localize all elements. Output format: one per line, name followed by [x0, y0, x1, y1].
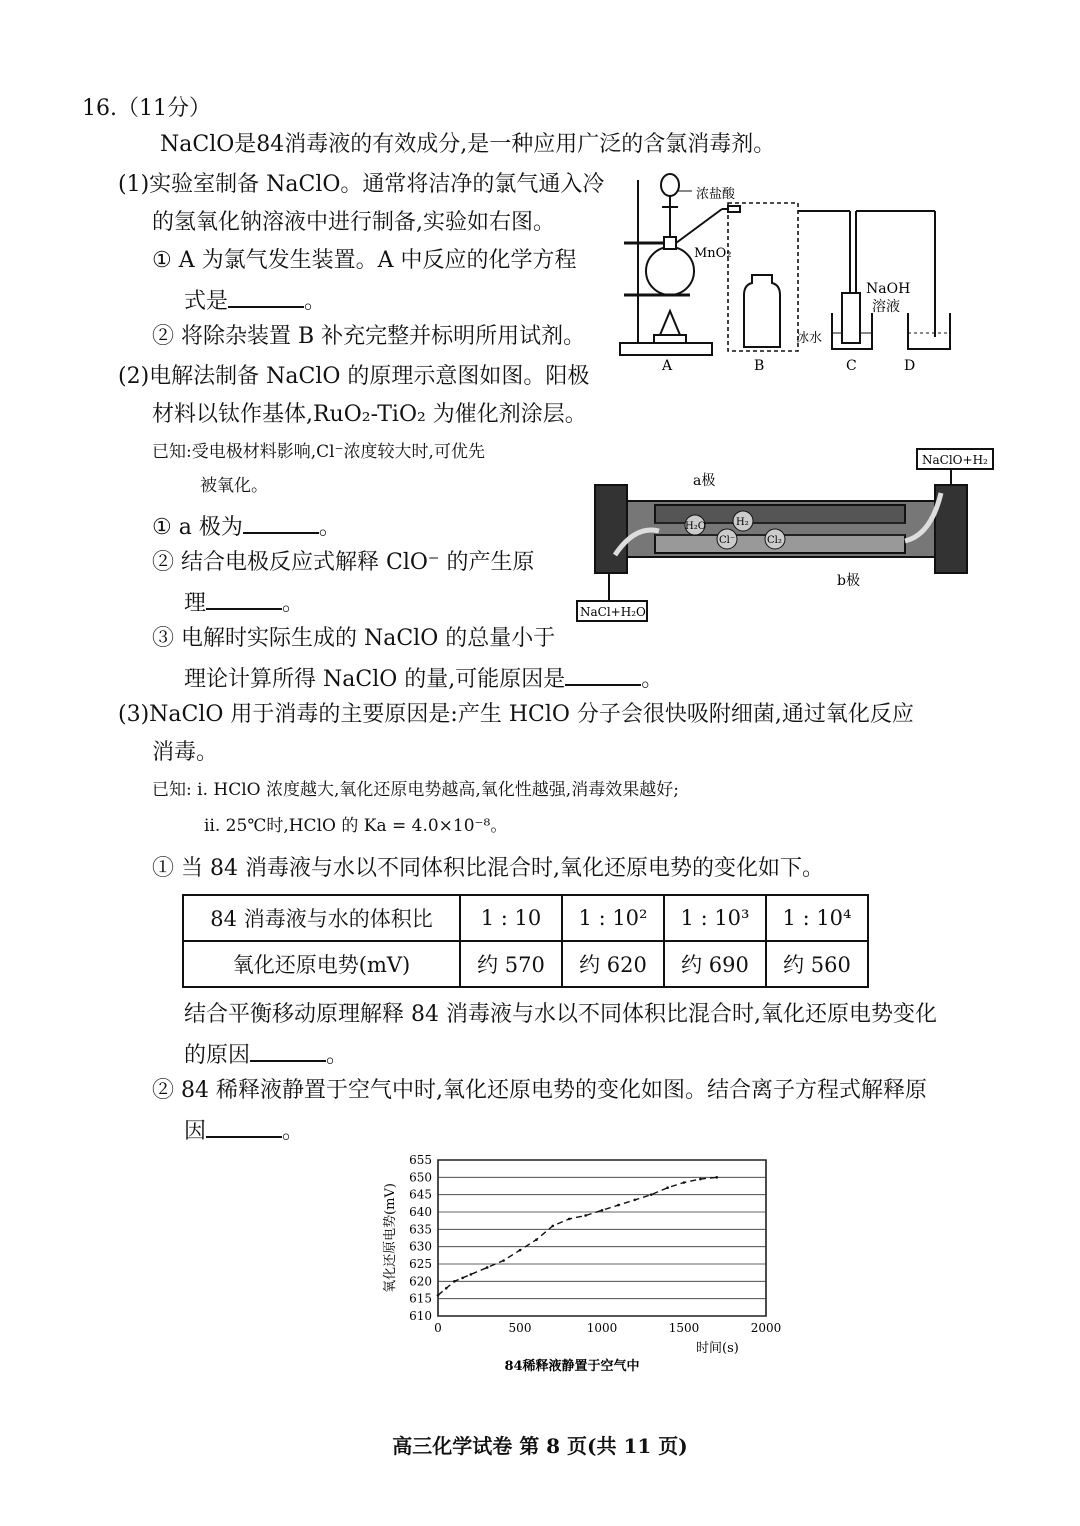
test-tube-c: [842, 293, 860, 343]
intro-text: NaClO是84消毒液的有效成分,是一种应用广泛的含氯消毒剂。: [160, 132, 776, 157]
chart-x-label: 时间(s): [696, 1341, 739, 1356]
table-cell: 1 : 10⁴: [766, 895, 868, 941]
answer-blank[interactable]: [243, 514, 319, 534]
label-conc-hcl: 浓盐酸: [696, 187, 736, 202]
chart-y-tick: 625: [409, 1257, 432, 1271]
chart-point: [683, 1181, 686, 1184]
chart-point: [502, 1259, 505, 1262]
table-row: [183, 941, 868, 987]
chart-point: [535, 1238, 538, 1241]
part2-q3-prefix: 理论计算所得 NaClO 的量,可能原因是: [184, 667, 566, 692]
chart-point: [519, 1249, 522, 1252]
page-footer: 高三化学试卷 第 8 页(共 11 页): [392, 1434, 688, 1458]
part3-line1: (3)NaClO 用于消毒的主要原因是:产生 HClO 分子会很快吸附细菌,通过氧化反应: [118, 702, 914, 727]
part3-q2-prefix: 因: [184, 1119, 207, 1144]
part3-q1: ① 当 84 消毒液与水以不同体积比混合时,氧化还原电势的变化如下。: [152, 856, 824, 881]
chart-point: [453, 1280, 456, 1283]
chart-y-tick: 650: [409, 1170, 432, 1185]
part1-q2: ② 将除杂装置 B 补充完整并标明所用试剂。: [152, 324, 586, 349]
part3-q1-after1: 结合平衡移动原理解释 84 消毒液与水以不同体积比混合时,氧化还原电势变化: [184, 1002, 937, 1027]
part1-q1-line2: 式是 。: [184, 289, 327, 314]
part3-q1-prefix: 的原因: [184, 1043, 251, 1068]
answer-blank[interactable]: [206, 590, 282, 610]
label-cl-ion: Cl⁻: [719, 535, 736, 546]
part2-line2: 材料以钛作基体,RuO₂-TiO₂ 为催化剂涂层。: [152, 402, 587, 427]
label-c: C: [846, 358, 857, 374]
alcohol-lamp: [660, 311, 680, 335]
chart-x-tick: 0: [434, 1321, 442, 1335]
label-h2: H₂: [736, 517, 749, 528]
chart-point: [470, 1273, 473, 1276]
part2-line1: (2)电解法制备 NaClO 的原理示意图如图。阳极: [118, 364, 590, 389]
part3-line2: 消毒。: [152, 740, 219, 765]
chart-y-label: 氧化还原电势(mV): [383, 1183, 398, 1293]
table-cell: 1 : 10: [460, 895, 562, 941]
part3-known1: 已知: ⅰ. HClO 浓度越大,氧化还原电势越高,氧化性越强,消毒效果越好;: [152, 780, 679, 800]
chart-y-tick: 630: [409, 1239, 432, 1254]
part2-known2: 被氧化。: [200, 476, 268, 496]
part2-q2-line2: 理 。: [184, 591, 305, 616]
part2-q2-prefix: 理: [184, 591, 207, 616]
chart-point: [437, 1294, 440, 1297]
table-cell: 约 690: [664, 941, 766, 987]
table-cell: 1 : 10²: [562, 895, 664, 941]
label-a-electrode: a极: [693, 473, 716, 489]
label-b-electrode: b极: [837, 573, 860, 589]
chart-point: [445, 1287, 448, 1290]
table-row: [183, 895, 868, 941]
electrolysis-figure: [575, 445, 995, 630]
label-ice-water: 冰水: [796, 331, 823, 346]
label-naoh: NaOH: [866, 281, 911, 297]
chart-y-tick: 655: [409, 1153, 432, 1167]
apparatus-figure: [610, 165, 990, 380]
question-number: 16.（11分）: [82, 96, 211, 121]
table-cell: 约 560: [766, 941, 868, 987]
separatory-funnel: [661, 174, 679, 196]
chart-point: [650, 1193, 653, 1196]
stand-base: [620, 343, 712, 355]
chart-x-tick: 2000: [750, 1321, 782, 1335]
chart-point: [552, 1225, 555, 1228]
table-header: 84 消毒液与水的体积比: [183, 895, 460, 941]
label-h2o: H₂O: [685, 521, 706, 532]
label-mno2: MnO₂: [694, 246, 732, 261]
left-end-cap: [595, 485, 627, 573]
chart-point: [716, 1176, 719, 1179]
chart-point: [461, 1277, 464, 1280]
label-a: A: [662, 358, 673, 374]
beaker-d: [908, 313, 950, 349]
label-solution: 溶液: [872, 299, 900, 315]
chart-x-tick: 500: [508, 1321, 532, 1335]
part2-q3-line1: ③ 电解时实际生成的 NaClO 的总量小于: [152, 626, 556, 651]
chart-point: [634, 1199, 637, 1202]
answer-blank[interactable]: [565, 666, 641, 686]
part3-q2-line2: 因 。: [184, 1119, 305, 1144]
label-b: B: [754, 358, 765, 374]
round-flask: [646, 247, 694, 295]
chart-y-tick: 635: [409, 1222, 432, 1237]
chart-point: [601, 1209, 604, 1212]
answer-blank[interactable]: [250, 1042, 326, 1062]
chart-y-tick: 615: [409, 1291, 432, 1306]
chart-x-tick: 1500: [668, 1321, 700, 1335]
part2-q2-line1: ② 结合电极反应式解释 ClO⁻ 的产生原: [152, 550, 535, 575]
part2-q1: ① a 极为 。: [152, 515, 341, 540]
answer-blank[interactable]: [206, 1118, 282, 1138]
chart-point: [568, 1218, 571, 1221]
label-naclo-h2: NaClO+H₂: [922, 453, 988, 467]
chart-point: [699, 1178, 702, 1181]
part2-q3-line2: 理论计算所得 NaClO 的量,可能原因是 。: [184, 667, 664, 692]
label-d: D: [904, 358, 916, 374]
table-cell: 约 620: [562, 941, 664, 987]
part3-q1-after2: 的原因 。: [184, 1043, 349, 1068]
label-cl2: Cl₂: [767, 535, 782, 546]
part1-q1-line1: ① A 为氯气发生装置。A 中反应的化学方程: [152, 248, 577, 273]
bottle-b: [744, 275, 780, 347]
part1-q1-prefix: 式是: [184, 289, 229, 314]
table-cell: 约 570: [460, 941, 562, 987]
chart-point: [617, 1204, 620, 1207]
chart-y-tick: 645: [409, 1187, 432, 1202]
chart-y-tick: 610: [409, 1309, 432, 1323]
part3-known2: ⅱ. 25℃时,HClO 的 Ka = 4.0×10⁻⁸。: [204, 816, 508, 836]
answer-blank[interactable]: [228, 288, 304, 308]
chart-point: [666, 1186, 669, 1189]
potential-chart: [370, 1140, 800, 1380]
chart-x-tick: 1000: [586, 1321, 618, 1335]
chart-point: [486, 1266, 489, 1269]
chart-point: [584, 1214, 587, 1217]
potential-table: [182, 894, 869, 988]
part2-known1: 已知:受电极材料影响,Cl⁻浓度较大时,可优先: [152, 442, 485, 462]
table-header: 氧化还原电势(mV): [183, 941, 460, 987]
part2-q1-prefix: ① a 极为: [152, 515, 243, 540]
part1-line2: 的氢氧化钠溶液中进行制备,实验如右图。: [152, 210, 555, 235]
chart-title: 84稀释液静置于空气中: [504, 1359, 640, 1374]
chart-y-tick: 620: [409, 1274, 432, 1289]
label-nacl-h2o: NaCl+H₂O: [580, 605, 646, 619]
chart-frame: [438, 1160, 766, 1316]
part1-line1: (1)实验室制备 NaClO。通常将洁净的氯气通入冷: [118, 172, 605, 197]
part3-q2-line1: ② 84 稀释液静置于空气中时,氧化还原电势的变化如图。结合离子方程式解释原: [152, 1078, 927, 1103]
table-cell: 1 : 10³: [664, 895, 766, 941]
chart-y-tick: 640: [409, 1205, 432, 1219]
